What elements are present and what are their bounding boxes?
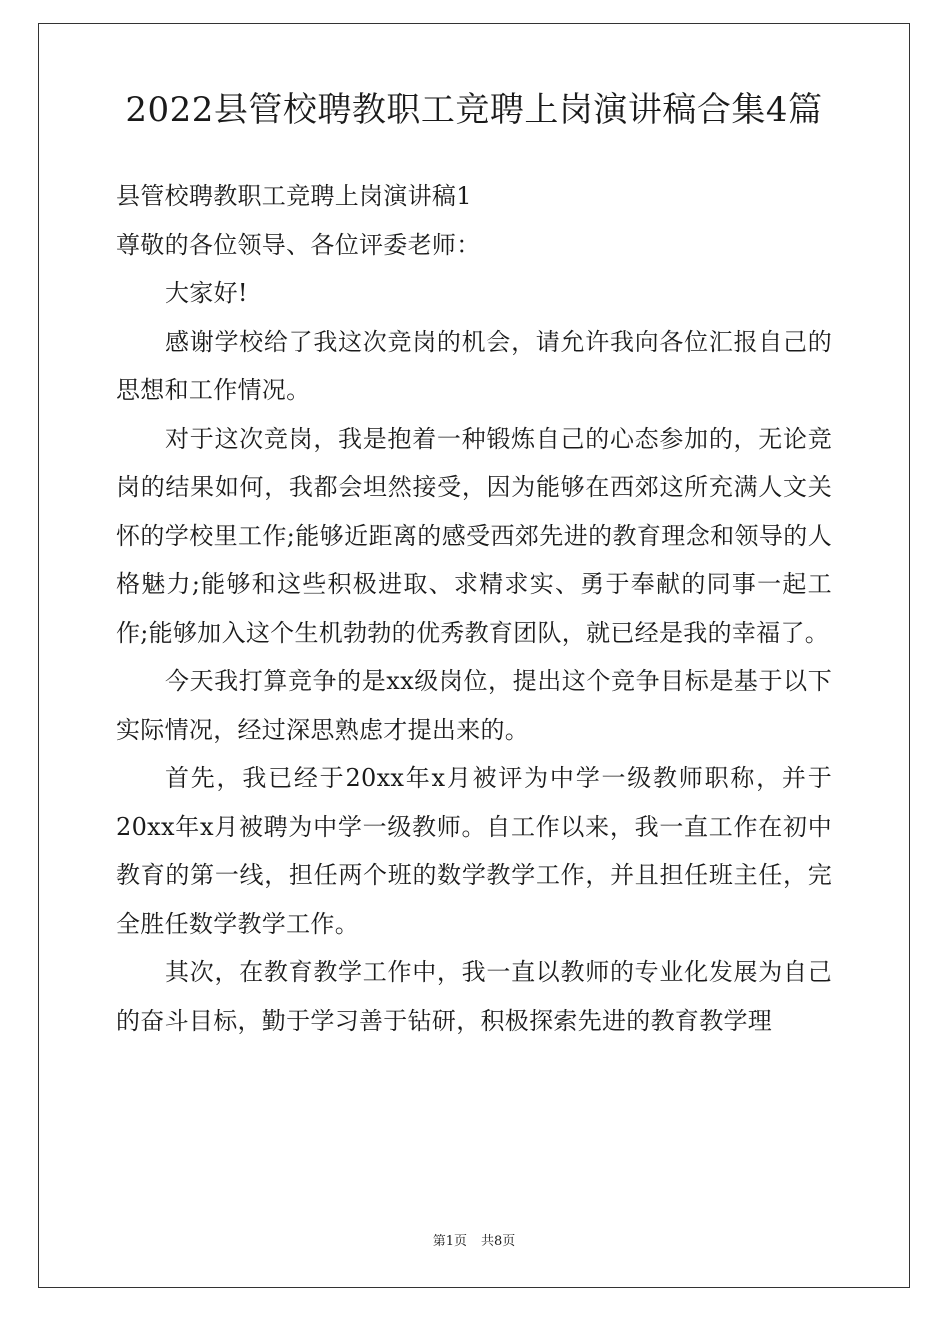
paragraph-greeting: 大家好! <box>165 279 248 307</box>
section-heading: 县管校聘教职工竞聘上岗演讲稿1 <box>116 182 472 210</box>
paragraph-thanks: 感谢学校给了我这次竞岗的机会，请允许我向各位汇报自己的思想和工作情况。 <box>116 327 832 404</box>
paragraph-first: 首先，我已经于20xx年x月被评为中学一级教师职称，并于20xx年x月被聘为中学一级教师。自工作以来，我一直工作在初中教育的第一线，担任两个班的数学教学工作，并且担任班主任，完全胜任数学教学工作。 <box>116 764 832 938</box>
salutation: 尊敬的各位领导、各位评委老师： <box>116 230 481 259</box>
page-total: 共8页 <box>481 1234 516 1249</box>
paragraph-target: 今天我打算竞争的是xx级岗位，提出这个竞争目标是基于以下实际情况，经过深思熟虑才提出来的。 <box>116 667 832 744</box>
page-footer <box>38 1233 910 1251</box>
paragraph-second: 其次，在教育教学工作中，我一直以教师的专业化发展为自己的奋斗目标，勤于学习善于钻研，积极探索先进的教育教学理 <box>116 958 832 1035</box>
document-body <box>116 172 832 1045</box>
document-title: 2022县管校聘教职工竞聘上岗演讲稿合集4篇 <box>125 90 823 130</box>
page-number: 第1页 <box>432 1234 467 1249</box>
paragraph-attitude: 对于这次竞岗，我是抱着一种锻炼自己的心态参加的，无论竞岗的结果如何，我都会坦然接受，因为能够在西郊这所充满人文关怀的学校里工作;能够近距离的感受西郊先进的教育理念和领导的人格魅力;能够和这些积极进取、求精求实、勇于奉献的同事一起工作;能够加入这个生机勃勃的优秀教育团队，就已经是我的幸福了。 <box>116 424 832 647</box>
